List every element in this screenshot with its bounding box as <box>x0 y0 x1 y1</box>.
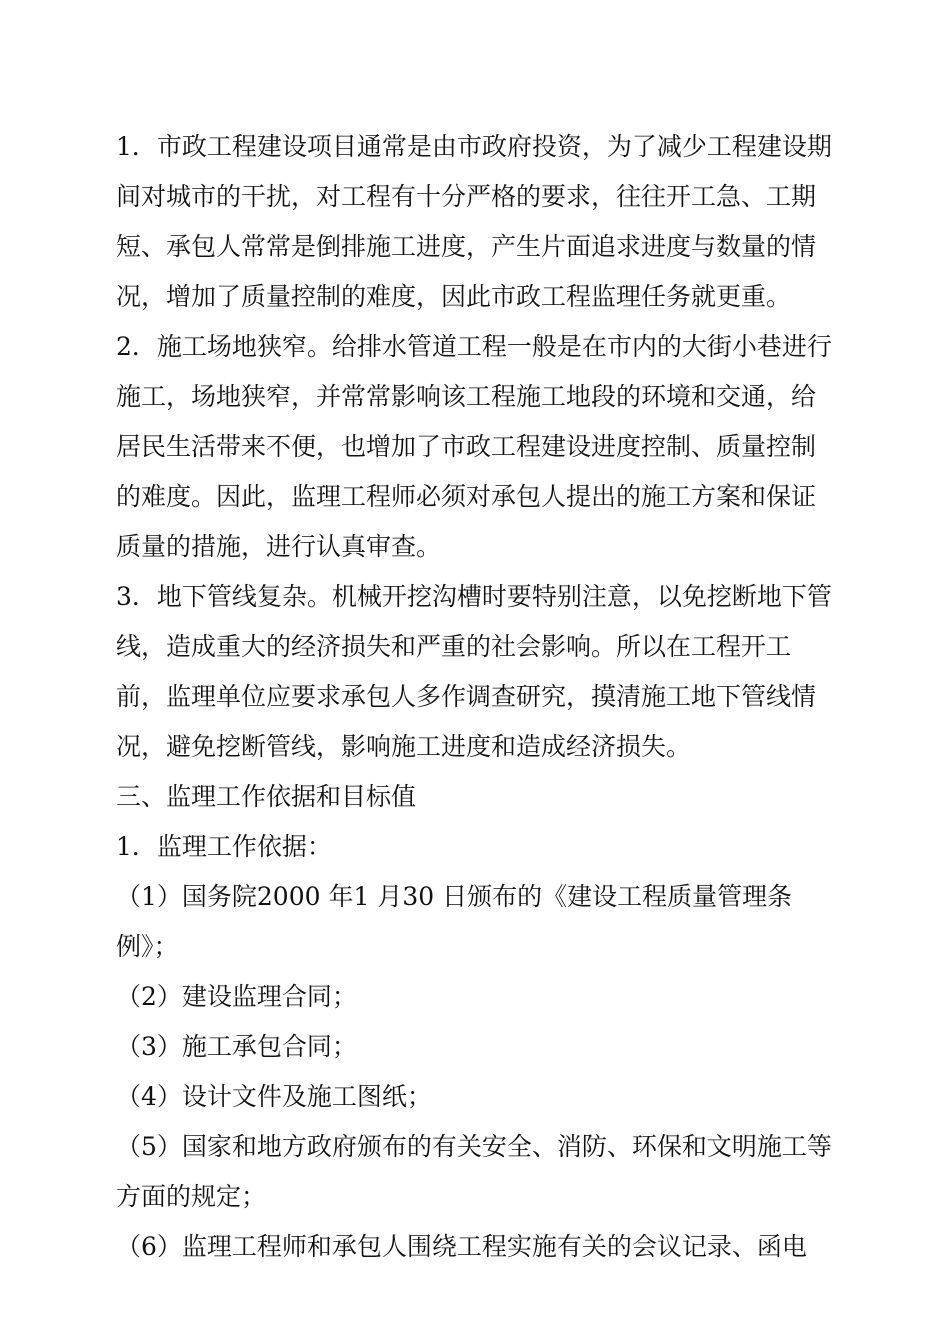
list-item-meeting-records: （6）监理工程师和承包人围绕工程实施有关的会议记录、函电 <box>116 1232 807 1261</box>
list-item-design-documents: （4）设计文件及施工图纸； <box>116 1082 432 1111</box>
paragraph-underground-pipelines: 3．地下管线复杂。机械开挖沟槽时要特别注意，以免挖断地下管线，造成重大的经济损失和严重的社会影响。所以在工程开工前，监理单位应要求承包人多作调查研究，摸清施工地下管线情况，避免挖断管线，影响施工进度和造成经济损失。 <box>116 582 832 761</box>
paragraph-municipal-investment: 1．市政工程建设项目通常是由市政府投资，为了减少工程建设期间对城市的干扰，对工程有十分严格的要求，往往开工急、工期短、承包人常常是倒排施工进度，产生片面追求进度与数量的情况，增加了质量控制的难度，因此市政工程监理任务就更重。 <box>116 132 832 311</box>
list-item-construction-contract: （3）施工承包合同； <box>116 1032 357 1061</box>
paragraph-narrow-site: 2．施工场地狭窄。给排水管道工程一般是在市内的大街小巷进行施工，场地狭窄，并常常影响该工程施工地段的环境和交通，给居民生活带来不便，也增加了市政工程建设进度控制、质量控制的难度。因此，监理工程师必须对承包人提出的施工方案和保证质量的措施，进行认真审查。 <box>116 332 832 561</box>
subheading-supervision-basis: 1．监理工作依据： <box>116 832 332 861</box>
list-item-government-regulations: （5）国家和地方政府颁布的有关安全、消防、环保和文明施工等方面的规定； <box>116 1132 832 1211</box>
document-body <box>116 122 836 1272</box>
list-item-supervision-contract: （2）建设监理合同； <box>116 982 357 1011</box>
section-heading-supervision-basis: 三、监理工作依据和目标值 <box>116 782 417 811</box>
list-item-regulation: （1）国务院2000 年1 月30 日颁布的《建设工程质量管理条例》； <box>116 882 793 961</box>
